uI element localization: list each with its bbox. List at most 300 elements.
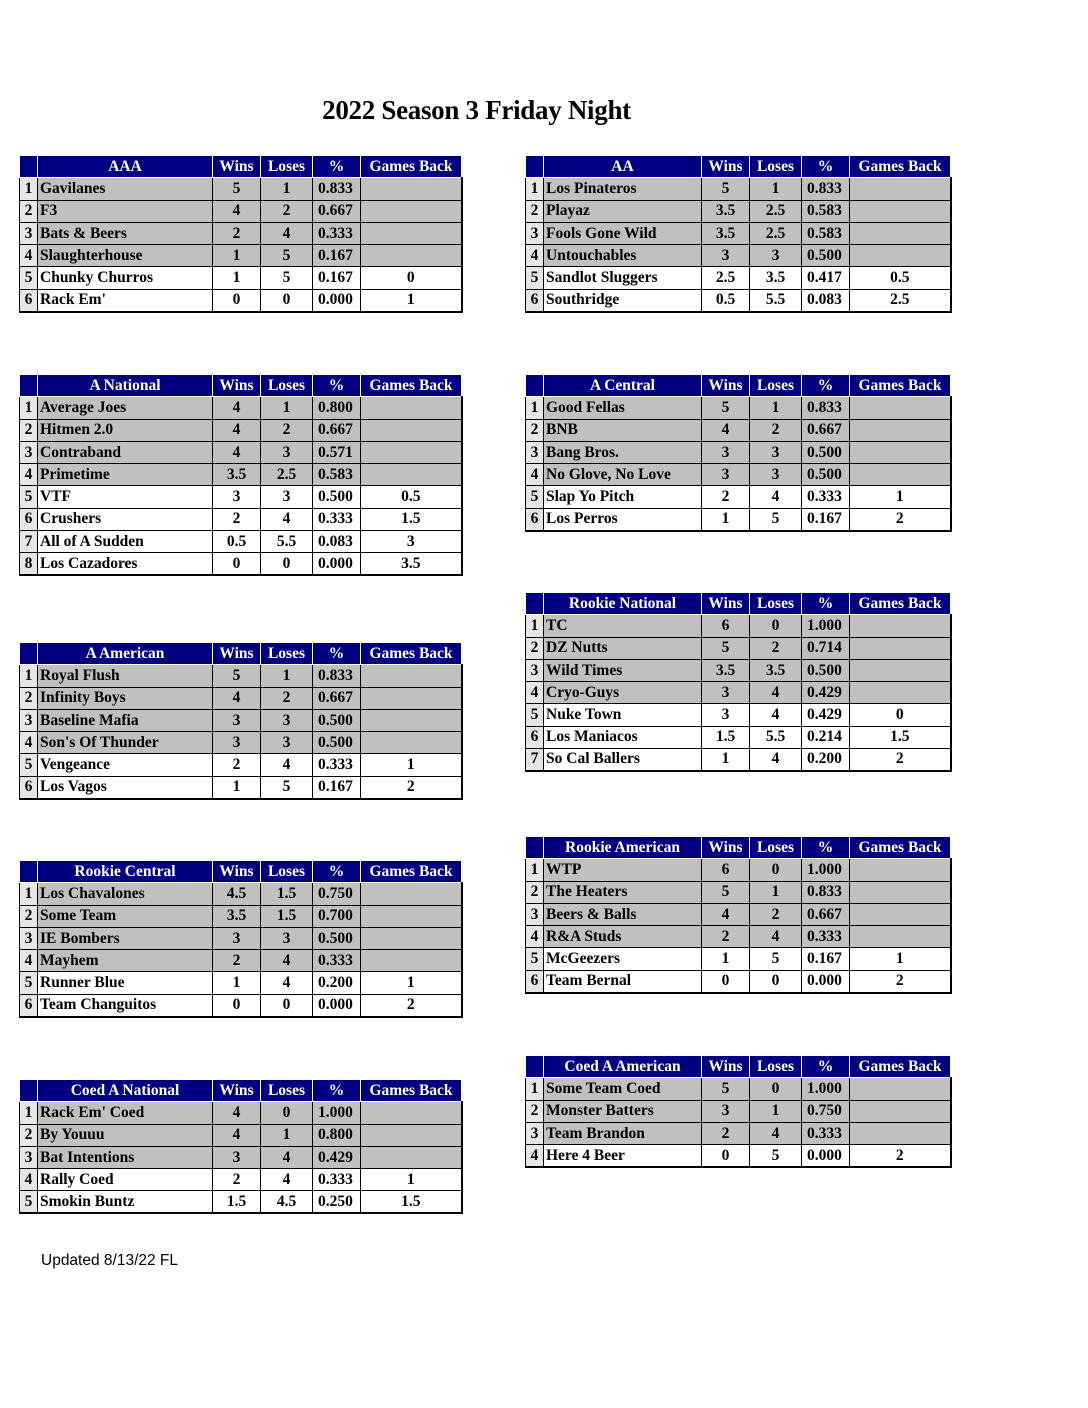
- loses-cell: 5: [261, 776, 313, 798]
- standings-table-rookie-central: [19, 860, 463, 1018]
- pct-cell: 0.429: [313, 1146, 361, 1168]
- team-name: Contraband: [38, 441, 213, 463]
- loses-header: Loses: [750, 593, 802, 615]
- rank-cell: 4: [526, 464, 544, 486]
- division-name: Rookie American: [544, 837, 702, 859]
- games-back-cell: [361, 1146, 462, 1168]
- wins-header: Wins: [702, 375, 750, 397]
- team-name: Slaughterhouse: [38, 245, 213, 267]
- table-row: [20, 1102, 462, 1124]
- loses-header: Loses: [750, 1056, 802, 1078]
- table-row: [20, 776, 462, 798]
- loses-cell: 5: [750, 948, 802, 970]
- wins-cell: 3: [702, 704, 750, 726]
- wins-header: Wins: [213, 375, 261, 397]
- wins-cell: 0: [213, 553, 261, 575]
- loses-cell: 1.5: [261, 905, 313, 927]
- loses-cell: 4: [750, 926, 802, 948]
- rank-cell: 2: [526, 637, 544, 659]
- pct-header: %: [802, 1056, 850, 1078]
- pct-cell: 0.429: [802, 682, 850, 704]
- rank-cell: 6: [20, 289, 38, 311]
- wins-cell: 1: [213, 776, 261, 798]
- pct-cell: 0.667: [802, 419, 850, 441]
- rank-cell: 4: [526, 926, 544, 948]
- games-back-header: Games Back: [361, 643, 462, 665]
- loses-cell: 3: [750, 245, 802, 267]
- wins-cell: 2: [213, 222, 261, 244]
- header-row: [526, 375, 951, 397]
- rank-cell: 1: [526, 615, 544, 637]
- wins-cell: 3: [702, 245, 750, 267]
- games-back-cell: [850, 615, 951, 637]
- pct-cell: 0.000: [313, 994, 361, 1016]
- table-row: [526, 682, 951, 704]
- loses-cell: 0: [750, 1078, 802, 1100]
- loses-cell: 3: [261, 441, 313, 463]
- table-row: [20, 994, 462, 1016]
- games-back-cell: 2: [850, 508, 951, 530]
- games-back-cell: 1.5: [361, 1191, 462, 1213]
- team-name: Los Cazadores: [38, 553, 213, 575]
- loses-cell: 5.5: [750, 289, 802, 311]
- wins-cell: 4: [213, 687, 261, 709]
- pct-cell: 0.667: [313, 419, 361, 441]
- pct-cell: 0.000: [313, 553, 361, 575]
- team-name: Untouchables: [544, 245, 702, 267]
- rank-cell: 5: [526, 704, 544, 726]
- games-back-cell: [361, 441, 462, 463]
- loses-cell: 2: [261, 200, 313, 222]
- team-name: By Youuu: [38, 1124, 213, 1146]
- pct-header: %: [313, 156, 361, 178]
- games-back-cell: 1.5: [361, 508, 462, 530]
- loses-cell: 0: [261, 1102, 313, 1124]
- loses-cell: 3: [261, 927, 313, 949]
- pct-cell: 0.750: [802, 1100, 850, 1122]
- loses-header: Loses: [750, 837, 802, 859]
- team-name: Infinity Boys: [38, 687, 213, 709]
- team-name: Los Maniacos: [544, 726, 702, 748]
- team-name: Los Vagos: [38, 776, 213, 798]
- table-row: [526, 267, 951, 289]
- team-name: McGeezers: [544, 948, 702, 970]
- games-back-cell: 2: [361, 776, 462, 798]
- wins-cell: 3: [213, 927, 261, 949]
- wins-cell: 3.5: [213, 464, 261, 486]
- table-row: [526, 397, 951, 419]
- wins-cell: 4: [702, 903, 750, 925]
- pct-cell: 0.200: [802, 749, 850, 771]
- team-name: Beers & Balls: [544, 903, 702, 925]
- table-row: [20, 905, 462, 927]
- loses-cell: 3: [261, 709, 313, 731]
- games-back-header: Games Back: [850, 1056, 951, 1078]
- pct-cell: 0.500: [313, 732, 361, 754]
- wins-cell: 3.5: [702, 222, 750, 244]
- rank-cell: 1: [20, 397, 38, 419]
- wins-cell: 1: [213, 267, 261, 289]
- games-back-header: Games Back: [850, 156, 951, 178]
- table-row: [20, 972, 462, 994]
- table-row: [526, 289, 951, 311]
- rank-cell: 7: [526, 749, 544, 771]
- pct-cell: 0.667: [313, 200, 361, 222]
- wins-cell: 2: [213, 950, 261, 972]
- division-name: Coed A American: [544, 1056, 702, 1078]
- games-back-cell: 1: [361, 754, 462, 776]
- team-name: Slap Yo Pitch: [544, 486, 702, 508]
- team-name: Los Perros: [544, 508, 702, 530]
- wins-cell: 3.5: [702, 200, 750, 222]
- pct-header: %: [802, 593, 850, 615]
- header-row: [20, 643, 462, 665]
- loses-cell: 2: [261, 419, 313, 441]
- rank-cell: 2: [526, 881, 544, 903]
- wins-cell: 5: [213, 665, 261, 687]
- games-back-cell: [361, 200, 462, 222]
- games-back-cell: 2: [850, 1145, 951, 1167]
- loses-cell: 3: [750, 464, 802, 486]
- wins-cell: 1: [213, 245, 261, 267]
- loses-cell: 0: [750, 970, 802, 992]
- games-back-cell: [850, 245, 951, 267]
- wins-cell: 4.5: [213, 883, 261, 905]
- rank-cell: 3: [20, 927, 38, 949]
- games-back-cell: [361, 1102, 462, 1124]
- wins-cell: 5: [702, 1078, 750, 1100]
- pct-cell: 0.833: [313, 178, 361, 200]
- team-name: WTP: [544, 859, 702, 881]
- loses-cell: 0: [750, 859, 802, 881]
- wins-cell: 3: [702, 441, 750, 463]
- wins-cell: 5: [213, 178, 261, 200]
- table-row: [526, 1100, 951, 1122]
- table-row: [526, 464, 951, 486]
- table-row: [526, 1078, 951, 1100]
- games-back-cell: [850, 222, 951, 244]
- wins-cell: 3: [702, 1100, 750, 1122]
- team-name: Team Changuitos: [38, 994, 213, 1016]
- team-name: Bat Intentions: [38, 1146, 213, 1168]
- table-row: [20, 1146, 462, 1168]
- team-name: DZ Nutts: [544, 637, 702, 659]
- wins-header: Wins: [213, 643, 261, 665]
- rank-cell: 1: [526, 397, 544, 419]
- pct-header: %: [313, 861, 361, 883]
- games-back-cell: [361, 245, 462, 267]
- pct-cell: 0.571: [313, 441, 361, 463]
- loses-cell: 4: [261, 1146, 313, 1168]
- table-row: [526, 903, 951, 925]
- loses-cell: 3: [261, 732, 313, 754]
- wins-cell: 3: [213, 732, 261, 754]
- loses-cell: 4: [750, 749, 802, 771]
- pct-cell: 0.333: [802, 926, 850, 948]
- loses-cell: 2: [750, 903, 802, 925]
- wins-cell: 0.5: [213, 531, 261, 553]
- games-back-cell: [361, 905, 462, 927]
- wins-cell: 4: [213, 419, 261, 441]
- team-name: Crushers: [38, 508, 213, 530]
- loses-cell: 1: [261, 1124, 313, 1146]
- games-back-cell: [361, 687, 462, 709]
- loses-cell: 1.5: [261, 883, 313, 905]
- games-back-cell: 1: [850, 486, 951, 508]
- table-row: [20, 883, 462, 905]
- team-name: Smokin Buntz: [38, 1191, 213, 1213]
- table-row: [20, 950, 462, 972]
- rank-cell: 4: [20, 950, 38, 972]
- pct-cell: 0.500: [802, 659, 850, 681]
- loses-cell: 0: [261, 553, 313, 575]
- team-name: BNB: [544, 419, 702, 441]
- team-name: Runner Blue: [38, 972, 213, 994]
- table-row: [526, 948, 951, 970]
- pct-header: %: [802, 837, 850, 859]
- loses-cell: 5.5: [750, 726, 802, 748]
- rank-cell: 2: [20, 687, 38, 709]
- team-name: VTF: [38, 486, 213, 508]
- wins-cell: 3.5: [702, 659, 750, 681]
- rank-cell: 3: [526, 441, 544, 463]
- loses-cell: 5: [750, 1145, 802, 1167]
- pct-cell: 0.167: [313, 267, 361, 289]
- header-row: [20, 375, 462, 397]
- wins-header: Wins: [702, 837, 750, 859]
- wins-header: Wins: [702, 156, 750, 178]
- wins-cell: 4: [702, 419, 750, 441]
- table-row: [20, 486, 462, 508]
- table-row: [526, 926, 951, 948]
- games-back-cell: 2.5: [850, 289, 951, 311]
- loses-cell: 3: [261, 486, 313, 508]
- rank-cell: 5: [20, 972, 38, 994]
- loses-cell: 0: [750, 615, 802, 637]
- rank-cell: 5: [526, 486, 544, 508]
- games-back-cell: [850, 682, 951, 704]
- games-back-cell: 3: [361, 531, 462, 553]
- standings-table-coed-a-american: [525, 1055, 952, 1168]
- team-name: So Cal Ballers: [544, 749, 702, 771]
- team-name: Baseline Mafia: [38, 709, 213, 731]
- rank-cell: 5: [20, 754, 38, 776]
- rank-cell: 2: [526, 1100, 544, 1122]
- games-back-cell: 2: [361, 994, 462, 1016]
- team-name: Gavilanes: [38, 178, 213, 200]
- pct-cell: 0.000: [802, 1145, 850, 1167]
- table-row: [526, 222, 951, 244]
- games-back-header: Games Back: [850, 593, 951, 615]
- table-row: [20, 927, 462, 949]
- loses-cell: 4: [261, 754, 313, 776]
- games-back-cell: [361, 665, 462, 687]
- wins-cell: 0: [702, 970, 750, 992]
- games-back-cell: [361, 419, 462, 441]
- rank-header: [20, 643, 38, 665]
- rank-cell: 1: [20, 1102, 38, 1124]
- rank-cell: 4: [526, 245, 544, 267]
- wins-cell: 0: [213, 289, 261, 311]
- header-row: [526, 593, 951, 615]
- loses-cell: 4: [261, 950, 313, 972]
- rank-cell: 1: [526, 178, 544, 200]
- games-back-header: Games Back: [361, 861, 462, 883]
- games-back-cell: 1: [361, 1169, 462, 1191]
- wins-header: Wins: [213, 156, 261, 178]
- pct-cell: 0.333: [802, 486, 850, 508]
- loses-cell: 1: [261, 665, 313, 687]
- team-name: Average Joes: [38, 397, 213, 419]
- rank-cell: 2: [20, 905, 38, 927]
- team-name: Cryo-Guys: [544, 682, 702, 704]
- wins-cell: 2: [702, 486, 750, 508]
- loses-cell: 0: [261, 994, 313, 1016]
- team-name: All of A Sudden: [38, 531, 213, 553]
- pct-cell: 0.800: [313, 1124, 361, 1146]
- wins-header: Wins: [213, 1080, 261, 1102]
- loses-cell: 4: [261, 972, 313, 994]
- pct-cell: 0.167: [313, 776, 361, 798]
- games-back-header: Games Back: [361, 156, 462, 178]
- rank-header: [20, 1080, 38, 1102]
- standings-table-rookie-national: [525, 592, 952, 772]
- wins-cell: 5: [702, 178, 750, 200]
- team-name: Rack Em' Coed: [38, 1102, 213, 1124]
- table-row: [526, 1145, 951, 1167]
- division-name: A American: [38, 643, 213, 665]
- games-back-cell: [850, 859, 951, 881]
- rank-cell: 2: [526, 419, 544, 441]
- loses-cell: 2: [261, 687, 313, 709]
- rank-cell: 3: [526, 222, 544, 244]
- games-back-cell: 0.5: [850, 267, 951, 289]
- games-back-cell: [361, 927, 462, 949]
- pct-cell: 0.500: [802, 441, 850, 463]
- rank-cell: 5: [20, 267, 38, 289]
- wins-cell: 6: [702, 615, 750, 637]
- rank-header: [526, 156, 544, 178]
- table-row: [526, 508, 951, 530]
- rank-header: [526, 1056, 544, 1078]
- rank-cell: 4: [20, 245, 38, 267]
- loses-cell: 4: [750, 682, 802, 704]
- table-row: [20, 289, 462, 311]
- pct-cell: 0.700: [313, 905, 361, 927]
- table-row: [20, 245, 462, 267]
- pct-cell: 0.200: [313, 972, 361, 994]
- table-row: [526, 1122, 951, 1144]
- rank-cell: 3: [526, 903, 544, 925]
- table-row: [20, 531, 462, 553]
- division-name: Rookie National: [544, 593, 702, 615]
- wins-cell: 6: [702, 859, 750, 881]
- wins-cell: 2: [702, 1122, 750, 1144]
- wins-cell: 5: [702, 637, 750, 659]
- rank-cell: 2: [20, 200, 38, 222]
- wins-cell: 1: [702, 948, 750, 970]
- wins-header: Wins: [213, 861, 261, 883]
- games-back-header: Games Back: [850, 837, 951, 859]
- team-name: Rack Em': [38, 289, 213, 311]
- rank-cell: 2: [20, 419, 38, 441]
- wins-cell: 3: [702, 682, 750, 704]
- rank-cell: 3: [20, 1146, 38, 1168]
- pct-cell: 0.583: [802, 222, 850, 244]
- division-name: AA: [544, 156, 702, 178]
- rank-cell: 6: [526, 508, 544, 530]
- rank-cell: 6: [526, 726, 544, 748]
- pct-cell: 0.750: [313, 883, 361, 905]
- rank-cell: 3: [526, 1122, 544, 1144]
- games-back-cell: [361, 397, 462, 419]
- loses-cell: 1: [750, 397, 802, 419]
- team-name: Team Brandon: [544, 1122, 702, 1144]
- loses-cell: 2.5: [750, 222, 802, 244]
- loses-cell: 4: [750, 704, 802, 726]
- pct-header: %: [313, 1080, 361, 1102]
- pct-cell: 1.000: [802, 615, 850, 637]
- rank-cell: 3: [526, 659, 544, 681]
- wins-cell: 3.5: [213, 905, 261, 927]
- pct-cell: 0.500: [802, 464, 850, 486]
- updated-note: Updated 8/13/22 FL: [41, 1252, 179, 1269]
- loses-cell: 3.5: [750, 267, 802, 289]
- rank-cell: 1: [20, 665, 38, 687]
- rank-cell: 2: [20, 1124, 38, 1146]
- rank-cell: 3: [20, 709, 38, 731]
- pct-cell: 0.214: [802, 726, 850, 748]
- team-name: Here 4 Beer: [544, 1145, 702, 1167]
- rank-header: [20, 861, 38, 883]
- team-name: Royal Flush: [38, 665, 213, 687]
- table-row: [20, 709, 462, 731]
- wins-cell: 2: [213, 508, 261, 530]
- header-row: [526, 837, 951, 859]
- wins-cell: 0: [213, 994, 261, 1016]
- rank-cell: 1: [20, 178, 38, 200]
- games-back-cell: [850, 397, 951, 419]
- games-back-cell: [850, 903, 951, 925]
- pct-header: %: [802, 375, 850, 397]
- games-back-header: Games Back: [361, 1080, 462, 1102]
- pct-cell: 1.000: [802, 1078, 850, 1100]
- rank-cell: 8: [20, 553, 38, 575]
- loses-header: Loses: [261, 156, 313, 178]
- pct-cell: 0.417: [802, 267, 850, 289]
- games-back-cell: 1: [361, 972, 462, 994]
- games-back-cell: 0: [850, 704, 951, 726]
- wins-header: Wins: [702, 1056, 750, 1078]
- loses-cell: 1: [261, 178, 313, 200]
- page-title: 2022 Season 3 Friday Night: [322, 95, 631, 125]
- standings-table-aaa: [19, 155, 463, 313]
- rank-cell: 4: [20, 1169, 38, 1191]
- wins-cell: 1.5: [213, 1191, 261, 1213]
- loses-cell: 4: [261, 1169, 313, 1191]
- pct-cell: 0.833: [313, 665, 361, 687]
- team-name: Some Team Coed: [544, 1078, 702, 1100]
- games-back-cell: [361, 222, 462, 244]
- table-row: [20, 397, 462, 419]
- rank-cell: 3: [20, 441, 38, 463]
- wins-cell: 1: [702, 749, 750, 771]
- wins-cell: 2: [213, 754, 261, 776]
- games-back-cell: [850, 419, 951, 441]
- wins-cell: 0: [702, 1145, 750, 1167]
- division-name: A Central: [544, 375, 702, 397]
- division-name: A National: [38, 375, 213, 397]
